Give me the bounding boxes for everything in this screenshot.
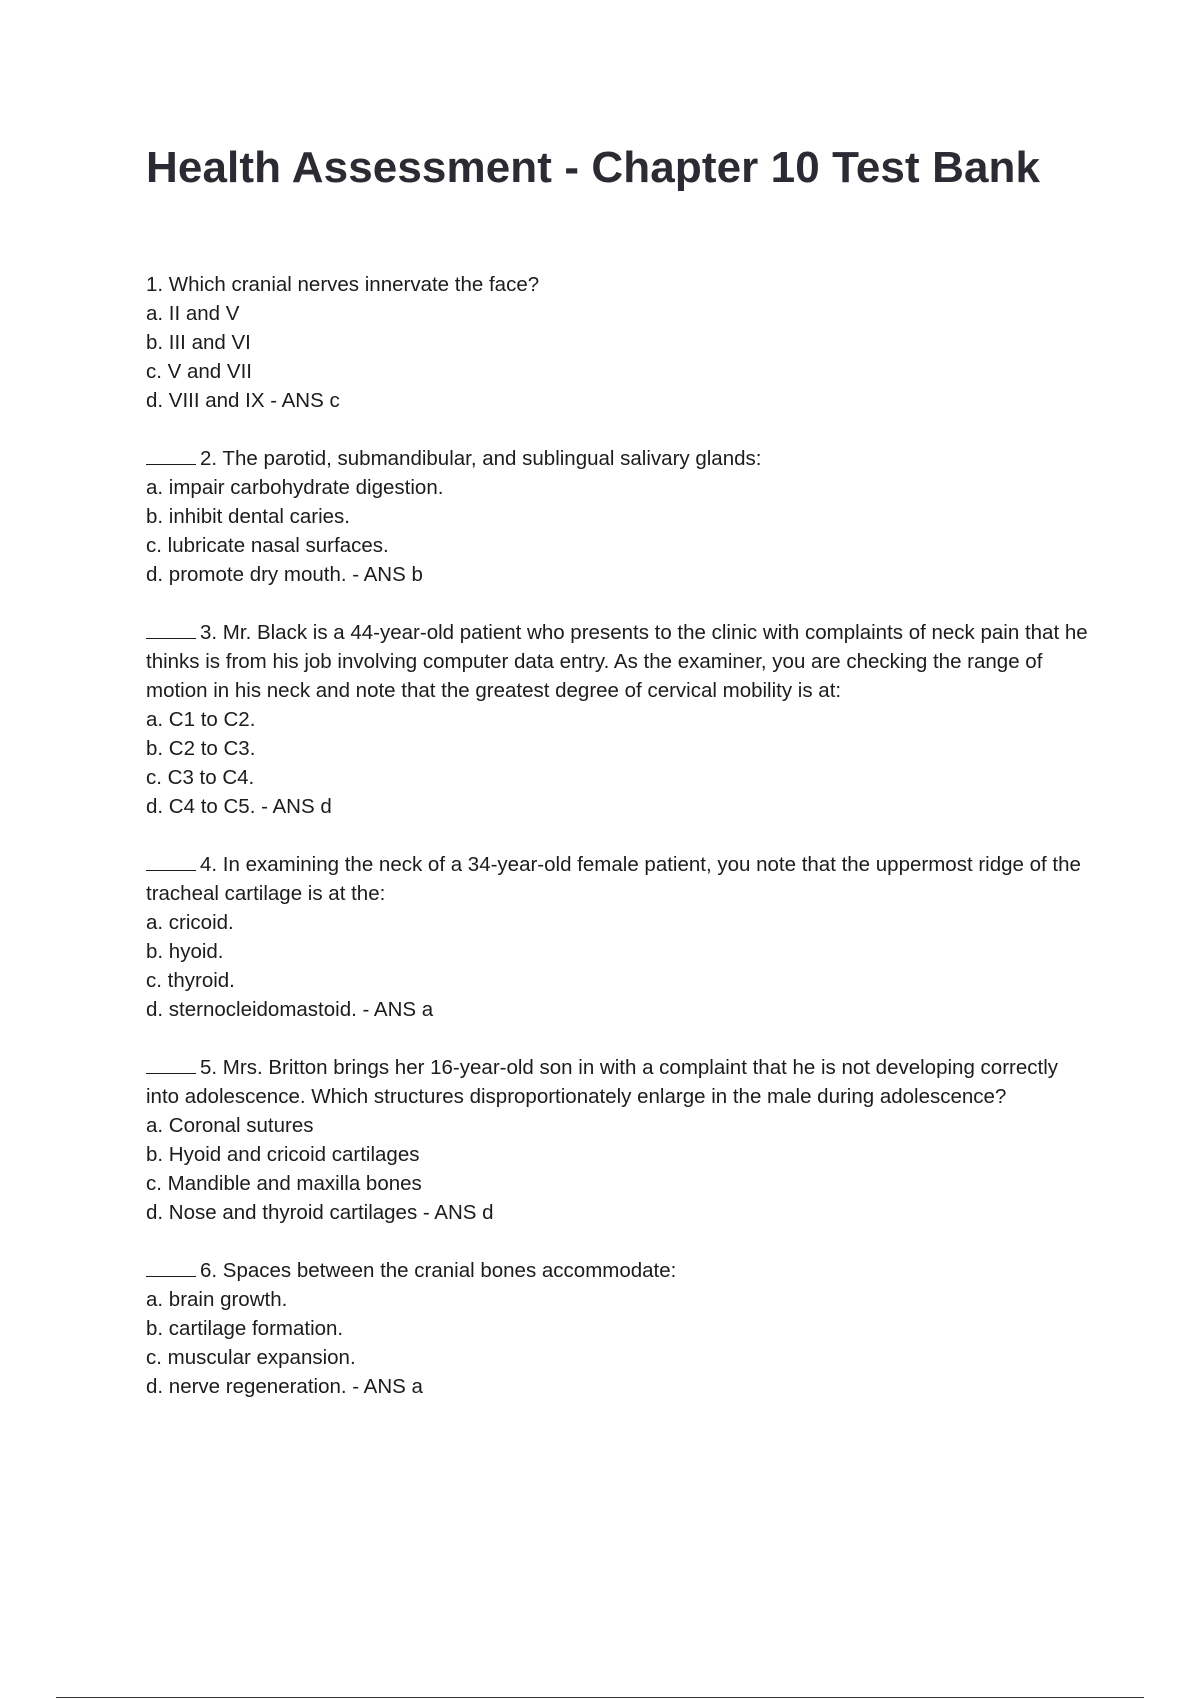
answer-options: [146, 908, 1096, 1024]
question-stem-text: 4. In examining the neck of a 34-year-old female patient, you note that the uppermost ridge of the tracheal cartilage is at the:: [146, 853, 1081, 905]
answer-options: [146, 1285, 1096, 1401]
question-stem: [146, 850, 1096, 908]
answer-option: b. C2 to C3.: [146, 737, 256, 760]
answer-option: a. brain growth.: [146, 1288, 288, 1311]
answer-options: [146, 473, 1096, 589]
question-stem: [146, 618, 1096, 705]
answer-blank: [146, 1258, 196, 1277]
answer-option: c. C3 to C4.: [146, 766, 255, 789]
question-3: [146, 618, 1096, 821]
answer-option: b. inhibit dental caries.: [146, 505, 350, 528]
answer-option: d. VIII and IX - ANS c: [146, 389, 340, 412]
answer-option: a. cricoid.: [146, 911, 234, 934]
answer-blank: [146, 1055, 196, 1074]
answer-option: c. thyroid.: [146, 969, 235, 992]
answer-option: a. impair carbohydrate digestion.: [146, 476, 444, 499]
answer-blank: [146, 620, 196, 639]
answer-options: [146, 299, 1096, 415]
footer-divider: [56, 1697, 1144, 1698]
question-stem-text: 6. Spaces between the cranial bones accommodate:: [200, 1259, 677, 1282]
question-stem: [146, 444, 1096, 473]
question-stem: [146, 270, 1096, 299]
answer-option: d. Nose and thyroid cartilages - ANS d: [146, 1201, 494, 1224]
answer-option: c. V and VII: [146, 360, 252, 383]
question-list: [146, 270, 1096, 1430]
answer-option: a. II and V: [146, 302, 240, 325]
answer-option: d. nerve regeneration. - ANS a: [146, 1375, 423, 1398]
answer-option: d. C4 to C5. - ANS d: [146, 795, 332, 818]
answer-option: c. lubricate nasal surfaces.: [146, 534, 389, 557]
question-stem-text: 1. Which cranial nerves innervate the face?: [146, 273, 540, 296]
page-title: Health Assessment - Chapter 10 Test Bank: [146, 143, 1041, 192]
answer-option: c. Mandible and maxilla bones: [146, 1172, 422, 1195]
question-5: [146, 1053, 1096, 1227]
answer-option: c. muscular expansion.: [146, 1346, 356, 1369]
question-stem: [146, 1053, 1096, 1111]
answer-option: a. Coronal sutures: [146, 1114, 314, 1137]
question-stem-text: 5. Mrs. Britton brings her 16-year-old son in with a complaint that he is not developing correctly into adolescence. Which structures disproportionately enlarge in the male during adolescence?: [146, 1056, 1058, 1108]
answer-option: d. sternocleidomastoid. - ANS a: [146, 998, 434, 1021]
answer-option: b. cartilage formation.: [146, 1317, 344, 1340]
answer-option: b. Hyoid and cricoid cartilages: [146, 1143, 420, 1166]
answer-option: b. hyoid.: [146, 940, 224, 963]
answer-blank: [146, 852, 196, 871]
question-1: [146, 270, 1096, 415]
answer-blank: [146, 446, 196, 465]
question-6: [146, 1256, 1096, 1401]
question-stem: [146, 1256, 1096, 1285]
question-stem-text: 3. Mr. Black is a 44-year-old patient who presents to the clinic with complaints of neck pain that he thinks is from his job involving computer data entry. As the examiner, you are checking the range of motion in his neck and note that the greatest degree of cervical mobility is at:: [146, 621, 1088, 702]
answer-option: a. C1 to C2.: [146, 708, 256, 731]
answer-options: [146, 1111, 1096, 1227]
answer-option: b. III and VI: [146, 331, 251, 354]
answer-options: [146, 705, 1096, 821]
answer-option: d. promote dry mouth. - ANS b: [146, 563, 423, 586]
question-4: [146, 850, 1096, 1024]
question-stem-text: 2. The parotid, submandibular, and sublingual salivary glands:: [200, 447, 762, 470]
question-2: [146, 444, 1096, 589]
